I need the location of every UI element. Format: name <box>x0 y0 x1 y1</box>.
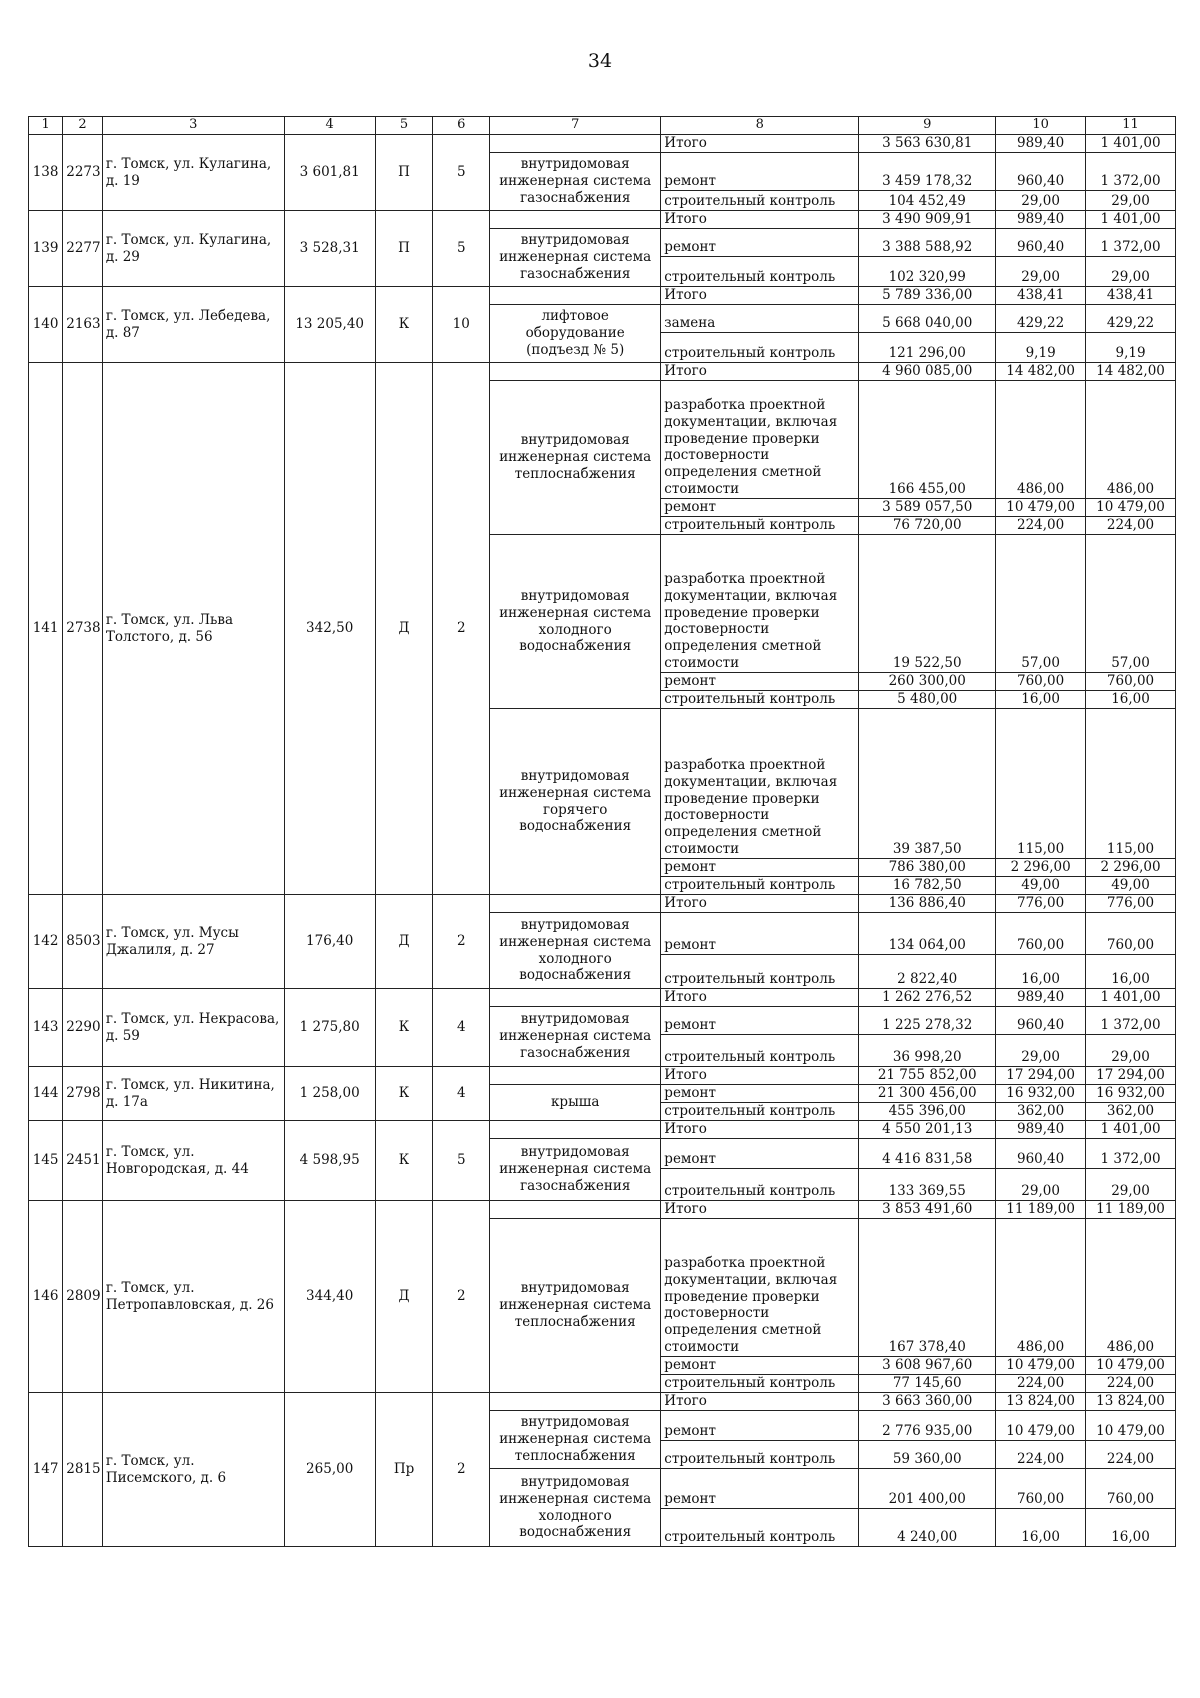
record-id: 2277 <box>63 211 103 287</box>
cost-total: 3 663 360,00 <box>859 1393 996 1411</box>
cost-limit: 429,22 <box>1086 305 1176 333</box>
record-area: 265,00 <box>284 1393 375 1547</box>
cost-per-sqm: 57,00 <box>996 535 1086 673</box>
cost-per-sqm: 29,00 <box>996 1035 1086 1067</box>
record-id: 2290 <box>63 989 103 1067</box>
cost-total: 5 789 336,00 <box>859 287 996 305</box>
record-number: 145 <box>29 1121 63 1201</box>
col-header: 4 <box>284 117 375 135</box>
cost-limit: 9,19 <box>1086 333 1176 363</box>
cost-limit: 10 479,00 <box>1086 499 1176 517</box>
cost-per-sqm: 760,00 <box>996 673 1086 691</box>
cost-limit: 1 372,00 <box>1086 153 1176 191</box>
column-number-row <box>29 117 1176 135</box>
cost-total: 39 387,50 <box>859 709 996 859</box>
record-number: 138 <box>29 135 63 211</box>
work-label: строительный контроль <box>661 257 859 287</box>
record-floors: 2 <box>433 1393 490 1547</box>
record-floors: 2 <box>433 1201 490 1393</box>
cost-total: 4 416 831,58 <box>859 1139 996 1169</box>
col-header: 1 <box>29 117 63 135</box>
cost-per-sqm: 960,40 <box>996 229 1086 257</box>
col-header: 8 <box>661 117 859 135</box>
record-number: 141 <box>29 363 63 895</box>
cost-limit: 16 932,00 <box>1086 1085 1176 1103</box>
record-floors: 4 <box>433 1067 490 1121</box>
work-label: ремонт <box>661 499 859 517</box>
record-area: 3 601,81 <box>284 135 375 211</box>
work-type: внутридомовая инженерная система теплоснабжения <box>490 1219 661 1393</box>
work-label: разработка проектной документации, включая проведение проверки достоверности определения сметной стоимости <box>661 1219 859 1357</box>
cost-total: 133 369,55 <box>859 1169 996 1201</box>
work-label: Итого <box>661 1201 859 1219</box>
cost-limit: 486,00 <box>1086 1219 1176 1357</box>
cost-limit: 1 401,00 <box>1086 135 1176 153</box>
work-label: Итого <box>661 211 859 229</box>
cost-limit: 1 401,00 <box>1086 989 1176 1007</box>
cost-total: 4 960 085,00 <box>859 363 996 381</box>
cost-per-sqm: 11 189,00 <box>996 1201 1086 1219</box>
col-header: 3 <box>102 117 284 135</box>
record-row-total <box>29 989 1176 1007</box>
cost-total: 2 776 935,00 <box>859 1411 996 1441</box>
record-material: Д <box>375 1201 433 1393</box>
work-type: лифтовое оборудование (подъезд № 5) <box>490 305 661 363</box>
cost-per-sqm: 10 479,00 <box>996 1411 1086 1441</box>
cost-limit: 1 372,00 <box>1086 1139 1176 1169</box>
record-id: 2163 <box>63 287 103 363</box>
cost-per-sqm: 224,00 <box>996 1375 1086 1393</box>
cost-per-sqm: 115,00 <box>996 709 1086 859</box>
work-type <box>490 211 661 229</box>
record-row-total <box>29 1067 1176 1085</box>
work-label: Итого <box>661 287 859 305</box>
col-header: 9 <box>859 117 996 135</box>
work-label: ремонт <box>661 1469 859 1509</box>
cost-total: 5 480,00 <box>859 691 996 709</box>
col-header: 11 <box>1086 117 1176 135</box>
cost-limit: 13 824,00 <box>1086 1393 1176 1411</box>
work-type <box>490 1121 661 1139</box>
record-row-total <box>29 1393 1176 1411</box>
record-area: 1 275,80 <box>284 989 375 1067</box>
record-id: 2273 <box>63 135 103 211</box>
work-label: строительный контроль <box>661 1375 859 1393</box>
cost-total: 76 720,00 <box>859 517 996 535</box>
cost-total: 167 378,40 <box>859 1219 996 1357</box>
record-floors: 5 <box>433 1121 490 1201</box>
cost-limit: 57,00 <box>1086 535 1176 673</box>
cost-per-sqm: 989,40 <box>996 135 1086 153</box>
work-label: строительный контроль <box>661 1509 859 1547</box>
record-row-total <box>29 1201 1176 1219</box>
page-number: 34 <box>587 50 613 72</box>
cost-limit: 776,00 <box>1086 895 1176 913</box>
record-floors: 2 <box>433 363 490 895</box>
work-label: строительный контроль <box>661 691 859 709</box>
cost-total: 5 668 040,00 <box>859 305 996 333</box>
cost-per-sqm: 486,00 <box>996 381 1086 499</box>
record-area: 176,40 <box>284 895 375 989</box>
work-label: разработка проектной документации, включая проведение проверки достоверности определения сметной стоимости <box>661 709 859 859</box>
cost-limit: 224,00 <box>1086 517 1176 535</box>
record-address: г. Томск, ул. Новгородская, д. 44 <box>102 1121 284 1201</box>
work-type: крыша <box>490 1085 661 1121</box>
cost-per-sqm: 2 296,00 <box>996 859 1086 877</box>
cost-total: 3 589 057,50 <box>859 499 996 517</box>
cost-per-sqm: 429,22 <box>996 305 1086 333</box>
cost-limit: 11 189,00 <box>1086 1201 1176 1219</box>
cost-total: 786 380,00 <box>859 859 996 877</box>
record-material: Д <box>375 363 433 895</box>
cost-limit: 17 294,00 <box>1086 1067 1176 1085</box>
record-floors: 10 <box>433 287 490 363</box>
cost-per-sqm: 9,19 <box>996 333 1086 363</box>
work-type <box>490 135 661 153</box>
cost-limit: 760,00 <box>1086 673 1176 691</box>
record-number: 142 <box>29 895 63 989</box>
cost-limit: 760,00 <box>1086 1469 1176 1509</box>
record-material: П <box>375 211 433 287</box>
work-label: Итого <box>661 1393 859 1411</box>
cost-limit: 29,00 <box>1086 257 1176 287</box>
cost-per-sqm: 760,00 <box>996 1469 1086 1509</box>
cost-per-sqm: 16,00 <box>996 1509 1086 1547</box>
record-address: г. Томск, ул. Мусы Джалиля, д. 27 <box>102 895 284 989</box>
record-material: Д <box>375 895 433 989</box>
work-label: строительный контроль <box>661 955 859 989</box>
cost-total: 3 608 967,60 <box>859 1357 996 1375</box>
record-number: 139 <box>29 211 63 287</box>
cost-total: 36 998,20 <box>859 1035 996 1067</box>
register-table-container <box>28 116 1176 1547</box>
record-id: 2798 <box>63 1067 103 1121</box>
cost-total: 134 064,00 <box>859 913 996 955</box>
cost-per-sqm: 17 294,00 <box>996 1067 1086 1085</box>
work-label: ремонт <box>661 913 859 955</box>
work-type: внутридомовая инженерная система горячего водоснабжения <box>490 709 661 895</box>
cost-total: 3 853 491,60 <box>859 1201 996 1219</box>
record-number: 146 <box>29 1201 63 1393</box>
work-label: ремонт <box>661 673 859 691</box>
work-type <box>490 1393 661 1411</box>
record-number: 144 <box>29 1067 63 1121</box>
cost-limit: 29,00 <box>1086 1169 1176 1201</box>
work-label: ремонт <box>661 1139 859 1169</box>
work-label: строительный контроль <box>661 333 859 363</box>
record-id: 2809 <box>63 1201 103 1393</box>
cost-total: 3 388 588,92 <box>859 229 996 257</box>
record-row-total <box>29 287 1176 305</box>
cost-per-sqm: 224,00 <box>996 1441 1086 1469</box>
cost-limit: 16,00 <box>1086 691 1176 709</box>
cost-limit: 14 482,00 <box>1086 363 1176 381</box>
cost-limit: 10 479,00 <box>1086 1357 1176 1375</box>
work-type <box>490 989 661 1007</box>
work-type: внутридомовая инженерная система холодного водоснабжения <box>490 913 661 989</box>
cost-limit: 486,00 <box>1086 381 1176 499</box>
cost-limit: 438,41 <box>1086 287 1176 305</box>
work-label: ремонт <box>661 1411 859 1441</box>
cost-total: 201 400,00 <box>859 1469 996 1509</box>
work-type: внутридомовая инженерная система газоснабжения <box>490 153 661 211</box>
record-floors: 4 <box>433 989 490 1067</box>
cost-limit: 1 372,00 <box>1086 1007 1176 1035</box>
work-label: разработка проектной документации, включая проведение проверки достоверности определения сметной стоимости <box>661 535 859 673</box>
cost-per-sqm: 29,00 <box>996 257 1086 287</box>
cost-total: 59 360,00 <box>859 1441 996 1469</box>
cost-total: 136 886,40 <box>859 895 996 913</box>
cost-limit: 16,00 <box>1086 1509 1176 1547</box>
record-floors: 5 <box>433 211 490 287</box>
record-address: г. Томск, ул. Никитина, д. 17а <box>102 1067 284 1121</box>
work-type <box>490 895 661 913</box>
record-id: 2738 <box>63 363 103 895</box>
cost-per-sqm: 16 932,00 <box>996 1085 1086 1103</box>
cost-per-sqm: 989,40 <box>996 989 1086 1007</box>
cost-per-sqm: 29,00 <box>996 1169 1086 1201</box>
cost-limit: 224,00 <box>1086 1375 1176 1393</box>
record-address: г. Томск, ул. Кулагина, д. 19 <box>102 135 284 211</box>
record-id: 2451 <box>63 1121 103 1201</box>
cost-total: 21 755 852,00 <box>859 1067 996 1085</box>
work-label: Итого <box>661 1121 859 1139</box>
work-type: внутридомовая инженерная система холодного водоснабжения <box>490 1469 661 1547</box>
work-label: строительный контроль <box>661 1035 859 1067</box>
record-material: К <box>375 989 433 1067</box>
work-label: замена <box>661 305 859 333</box>
record-address: г. Томск, ул. Льва Толстого, д. 56 <box>102 363 284 895</box>
cost-per-sqm: 29,00 <box>996 191 1086 211</box>
cost-total: 166 455,00 <box>859 381 996 499</box>
work-label: Итого <box>661 895 859 913</box>
work-label: строительный контроль <box>661 517 859 535</box>
work-label: Итого <box>661 363 859 381</box>
record-material: К <box>375 1067 433 1121</box>
cost-total: 21 300 456,00 <box>859 1085 996 1103</box>
cost-limit: 10 479,00 <box>1086 1411 1176 1441</box>
cost-total: 77 145,60 <box>859 1375 996 1393</box>
record-row-total <box>29 135 1176 153</box>
record-row-total <box>29 363 1176 381</box>
cost-limit: 16,00 <box>1086 955 1176 989</box>
work-type: внутридомовая инженерная система холодного водоснабжения <box>490 535 661 709</box>
cost-per-sqm: 989,40 <box>996 1121 1086 1139</box>
cost-total: 3 490 909,91 <box>859 211 996 229</box>
table-body <box>29 135 1176 1547</box>
cost-per-sqm: 49,00 <box>996 877 1086 895</box>
record-address: г. Томск, ул. Писемского, д. 6 <box>102 1393 284 1547</box>
work-label: строительный контроль <box>661 1103 859 1121</box>
cost-total: 3 459 178,32 <box>859 153 996 191</box>
cost-total: 1 262 276,52 <box>859 989 996 1007</box>
cost-limit: 49,00 <box>1086 877 1176 895</box>
work-label: строительный контроль <box>661 1441 859 1469</box>
cost-limit: 2 296,00 <box>1086 859 1176 877</box>
cost-per-sqm: 14 482,00 <box>996 363 1086 381</box>
work-label: строительный контроль <box>661 191 859 211</box>
record-address: г. Томск, ул. Некрасова, д. 59 <box>102 989 284 1067</box>
work-type: внутридомовая инженерная система газоснабжения <box>490 1139 661 1201</box>
work-label: ремонт <box>661 1357 859 1375</box>
cost-total: 16 782,50 <box>859 877 996 895</box>
cost-per-sqm: 989,40 <box>996 211 1086 229</box>
record-area: 342,50 <box>284 363 375 895</box>
cost-limit: 1 372,00 <box>1086 229 1176 257</box>
cost-per-sqm: 10 479,00 <box>996 1357 1086 1375</box>
record-area: 344,40 <box>284 1201 375 1393</box>
cost-total: 260 300,00 <box>859 673 996 691</box>
work-label: строительный контроль <box>661 877 859 895</box>
record-area: 4 598,95 <box>284 1121 375 1201</box>
col-header: 2 <box>63 117 103 135</box>
record-number: 140 <box>29 287 63 363</box>
work-type: внутридомовая инженерная система газоснабжения <box>490 229 661 287</box>
work-label: ремонт <box>661 153 859 191</box>
cost-per-sqm: 224,00 <box>996 517 1086 535</box>
col-header: 6 <box>433 117 490 135</box>
record-area: 1 258,00 <box>284 1067 375 1121</box>
work-type: внутридомовая инженерная система газоснабжения <box>490 1007 661 1067</box>
work-label: Итого <box>661 135 859 153</box>
cost-total: 3 563 630,81 <box>859 135 996 153</box>
cost-limit: 115,00 <box>1086 709 1176 859</box>
cost-total: 1 225 278,32 <box>859 1007 996 1035</box>
cost-per-sqm: 16,00 <box>996 691 1086 709</box>
record-id: 8503 <box>63 895 103 989</box>
cost-total: 455 396,00 <box>859 1103 996 1121</box>
cost-limit: 1 401,00 <box>1086 211 1176 229</box>
work-label: ремонт <box>661 229 859 257</box>
work-label: разработка проектной документации, включая проведение проверки достоверности определения сметной стоимости <box>661 381 859 499</box>
cost-limit: 224,00 <box>1086 1441 1176 1469</box>
col-header: 5 <box>375 117 433 135</box>
cost-per-sqm: 10 479,00 <box>996 499 1086 517</box>
register-table <box>28 116 1176 1547</box>
record-area: 3 528,31 <box>284 211 375 287</box>
cost-per-sqm: 776,00 <box>996 895 1086 913</box>
cost-limit: 29,00 <box>1086 1035 1176 1067</box>
cost-total: 104 452,49 <box>859 191 996 211</box>
cost-per-sqm: 486,00 <box>996 1219 1086 1357</box>
record-floors: 5 <box>433 135 490 211</box>
work-type: внутридомовая инженерная система теплоснабжения <box>490 1411 661 1469</box>
work-type <box>490 1201 661 1219</box>
col-header: 10 <box>996 117 1086 135</box>
cost-per-sqm: 960,40 <box>996 1139 1086 1169</box>
record-id: 2815 <box>63 1393 103 1547</box>
record-address: г. Томск, ул. Лебедева, д. 87 <box>102 287 284 363</box>
cost-per-sqm: 960,40 <box>996 153 1086 191</box>
work-type <box>490 1067 661 1085</box>
cost-per-sqm: 16,00 <box>996 955 1086 989</box>
work-type: внутридомовая инженерная система теплоснабжения <box>490 381 661 535</box>
record-address: г. Томск, ул. Кулагина, д. 29 <box>102 211 284 287</box>
record-material: К <box>375 1121 433 1201</box>
record-number: 143 <box>29 989 63 1067</box>
cost-total: 102 320,99 <box>859 257 996 287</box>
cost-per-sqm: 760,00 <box>996 913 1086 955</box>
record-material: Пр <box>375 1393 433 1547</box>
record-number: 147 <box>29 1393 63 1547</box>
work-label: строительный контроль <box>661 1169 859 1201</box>
cost-total: 19 522,50 <box>859 535 996 673</box>
work-label: ремонт <box>661 1085 859 1103</box>
cost-limit: 760,00 <box>1086 913 1176 955</box>
record-material: К <box>375 287 433 363</box>
work-type <box>490 287 661 305</box>
cost-limit: 362,00 <box>1086 1103 1176 1121</box>
record-area: 13 205,40 <box>284 287 375 363</box>
cost-per-sqm: 960,40 <box>996 1007 1086 1035</box>
work-label: Итого <box>661 989 859 1007</box>
cost-per-sqm: 13 824,00 <box>996 1393 1086 1411</box>
work-label: ремонт <box>661 1007 859 1035</box>
cost-total: 121 296,00 <box>859 333 996 363</box>
work-label: ремонт <box>661 859 859 877</box>
record-floors: 2 <box>433 895 490 989</box>
work-label: Итого <box>661 1067 859 1085</box>
cost-limit: 29,00 <box>1086 191 1176 211</box>
cost-per-sqm: 438,41 <box>996 287 1086 305</box>
cost-limit: 1 401,00 <box>1086 1121 1176 1139</box>
col-header: 7 <box>490 117 661 135</box>
record-row-total <box>29 1121 1176 1139</box>
record-address: г. Томск, ул. Петропавловская, д. 26 <box>102 1201 284 1393</box>
work-type <box>490 363 661 381</box>
record-material: П <box>375 135 433 211</box>
cost-total: 4 240,00 <box>859 1509 996 1547</box>
cost-total: 4 550 201,13 <box>859 1121 996 1139</box>
cost-per-sqm: 362,00 <box>996 1103 1086 1121</box>
cost-total: 2 822,40 <box>859 955 996 989</box>
record-row-total <box>29 211 1176 229</box>
record-row-total <box>29 895 1176 913</box>
